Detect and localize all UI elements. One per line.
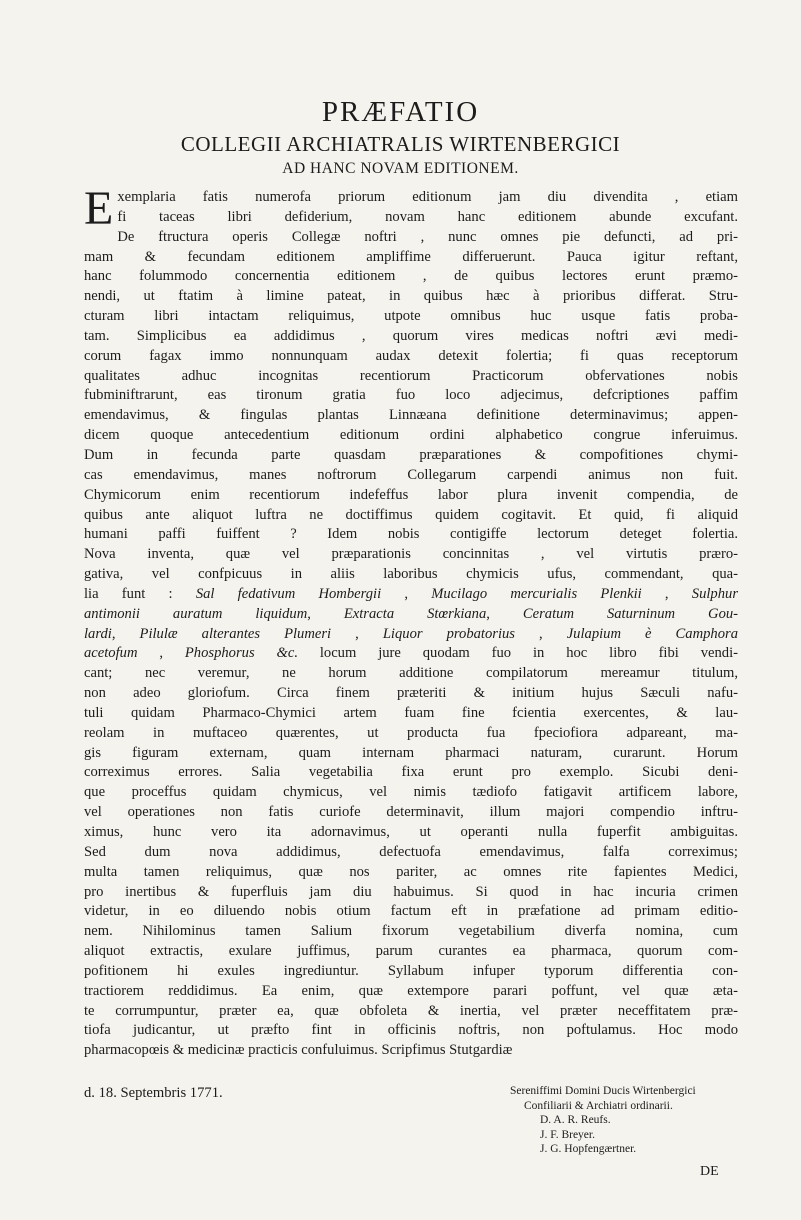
text-line: aliquot extractis, exulare juffimus, parum curantes ea pharmaca, quorum com- — [84, 943, 738, 960]
signatory-name: D. A. R. Reufs. — [540, 1114, 611, 1126]
text-line: correximus errores. Salia vegetabilia fixa erunt pro exemplo. Sicubi deni- — [84, 764, 738, 781]
page-subtitle: COLLEGII ARCHIATRALIS WIRTENBERGICI — [180, 132, 621, 156]
text-line: Nova inventa, quæ vel præparationis concinnitas , vel virtutis prærо- — [84, 546, 738, 563]
text-line: qualitates adhuc incognitas recentiorum Practicorum obfervationes nobis — [84, 367, 738, 384]
signature-block — [510, 1084, 750, 1157]
signature-title-line: Confiliarii & Archiatri ordinarii. — [524, 1099, 673, 1112]
signatory-name: J. F. Breyer. — [540, 1128, 595, 1141]
text-line: videtur, in eo diluendo nobis otium factum eft in præfatione ad primam editio- — [84, 903, 738, 920]
text-line: cturam libri intactam reliquimus, utpote omnibus huc usque fatis proba- — [84, 308, 738, 325]
italic-term: Ceratum Saturninum Gou- — [522, 605, 739, 622]
text-line: tractiorem reddidimus. Ea enim, quæ extempore parari poffunt, vel quæ æta- — [84, 982, 738, 999]
italic-term: lardi — [84, 625, 112, 642]
text-line: gativa, vel confpicuus in aliis laboribus chymicis ufus, commendant, qua- — [84, 566, 738, 583]
text-line: hanc folummodo concernentia editionem , de quibus lectores erunt præmo- — [84, 268, 738, 285]
page-title: PRÆFATIO — [321, 96, 480, 128]
italic-term: Pilulæ alterantes Plumeri — [139, 625, 332, 642]
text-line: que proceffus quidam chymicus, vel nimis tædiofo fatigavit artificem labore, — [84, 784, 738, 801]
drop-cap: E — [84, 182, 114, 235]
text-line: antimonii auratum liquidum, Extracta Stœrkiana, Ceratum Saturninum Gou- — [84, 605, 739, 622]
text-line: tam. Simplicibus ea addidimus , quorum vires medicas noftri ævi medi- — [84, 327, 738, 344]
text-line: pro inertibus & fuperfluis jam diu habuimus. Si quod in hac incuria crimen — [84, 883, 738, 900]
text-line: humani paffi fuiffent ? Idem nobis contigiffe lectorum deteget folertia. — [84, 526, 738, 543]
text-line: lardi, Pilulæ alterantes Plumeri , Liquor probatorius , Julapium è Camphora — [84, 625, 738, 642]
italic-term: Sulphur — [691, 585, 738, 602]
italic-term: antimonii auratum liquidum — [84, 605, 308, 622]
text-line: pofitionem hi exules ingrediuntur. Syllabum infuper typorum differentia con- — [84, 962, 738, 979]
preface-body — [84, 182, 739, 1061]
italic-term: Extracta Stœrkiana — [343, 605, 487, 622]
text-line: corum fagax immo nonnunquam audax detexit folertia; fi quas receptorum — [84, 347, 738, 364]
text-line: emendavimus, & fingulas plantas Linnæana definitione determinavimus; appen- — [84, 407, 738, 424]
text-line: reolam in muftaceo quærentes, ut producta fua fpeciofiora adpareant, ma- — [84, 724, 738, 741]
signatory-name: J. G. Hopfengærtner. — [540, 1143, 637, 1155]
text-line: nendi, ut ftatim à limine pateat, in quibus hæc à prioribus differat. Stru- — [84, 288, 738, 305]
text-line: mam & fecundam editionem ampliffime differuerunt. Pauca igitur reftant, — [84, 248, 738, 265]
text-line: De ftructura operis Collegæ noftri , nunc omnes pie defuncti, ad pri- — [117, 228, 738, 245]
text-line: fubminiftrarunt, eas tironum gratia fuo loco adjecimus, defcriptiones paffim — [84, 387, 738, 404]
text-line: ximus, hunc vero ita adornavimus, ut operanti nulla fuperfit ambiguitas. — [84, 824, 738, 840]
page-subtitle-edition: AD HANC NOVAM EDITIONEM. — [282, 160, 519, 177]
text-line: fi taceas libri defiderium, novam hanc editionem abunde excufant. — [117, 208, 738, 225]
text-line: cas emendavimus, manes noftrorum Collegarum carpendi animus non fuit. — [84, 466, 738, 483]
text-line: gis figuram externam, quam internam pharmaci naturam, curarunt. Horum — [84, 744, 738, 761]
text-line: dicem quoque antecedentium editionum ordini alphabetico congrue inferuimus. — [84, 427, 738, 444]
italic-term: acetofum — [84, 645, 138, 662]
italic-term: Sal fedativum Hombergii — [195, 585, 382, 602]
dateline: d. 18. Septembris 1771. — [84, 1085, 223, 1101]
italic-term: Mucilago mercurialis Plenkii — [431, 585, 642, 602]
text-line: Dum in fecunda parte quasdam præparationes & compofitiones chymi- — [84, 446, 738, 463]
signature-title-line: Sereniffimi Domini Ducis Wirtenbergici — [510, 1085, 696, 1097]
italic-term: Liquor probatorius — [382, 625, 515, 642]
text-line: non adeo gloriofum. Circa finem præteriti & initium hujus Sæculi nafu- — [84, 685, 738, 702]
text-line: cant; nec veremur, ne horum additione compilatorum mereamur titulum, — [84, 665, 738, 682]
text-line: acetofum , Phosphorus &c. locum jure quodam fuo in hoc libro fibi vendi- — [84, 645, 738, 662]
text-line: tiofa judicantur, ut præfto fint in officinis noftris, non poftulamus. Hoc modo — [84, 1022, 738, 1039]
italic-term: Phosphorus &c. — [184, 645, 298, 662]
text-line: vel operationes non fatis curiofe determinavit, illum majori compendio inftru- — [84, 804, 738, 821]
text-line: nem. Nihilominus tamen Salium fixorum vegetabilium diverfa nomina, cum — [84, 923, 738, 940]
text-line: multa tamen reliquimus, quæ nos pariter, ac omnes rite fapientes Medici, — [84, 863, 738, 880]
text-line: te corrumpuntur, præter ea, quæ obfoleta & inertia, vel præter neceffitatem præ- — [84, 1002, 738, 1019]
text-line: pharmacopœis & medicinæ practicis confuluimus. Scripfimus Stutgardiæ — [84, 1042, 513, 1059]
text-line: lia funt : Sal fedativum Hombergii , Mucilago mercurialis Plenkii , Sulphur — [84, 585, 738, 602]
text-line: tuli quidam Pharmaco-Chymici artem fuam fine fcientia exercentes, & lau- — [84, 704, 738, 721]
text-line: Chymicorum enim recentiorum indefeffus labor plura invenit compendia, de — [84, 486, 738, 503]
catchword: DE — [700, 1164, 719, 1179]
text-line: quibus ante aliquot luftra ne doctiffimus quidem cogitavit. Et quid, fi aliquid — [84, 506, 738, 523]
italic-term: Julapium è Camphora — [566, 625, 738, 642]
text-line: Sed dum nova addidimus, defectuofa emendavimus, falfa correximus; — [84, 843, 738, 860]
text-line: xemplaria fatis numerofa priorum editionum jam diu divendita , etiam — [117, 189, 738, 205]
